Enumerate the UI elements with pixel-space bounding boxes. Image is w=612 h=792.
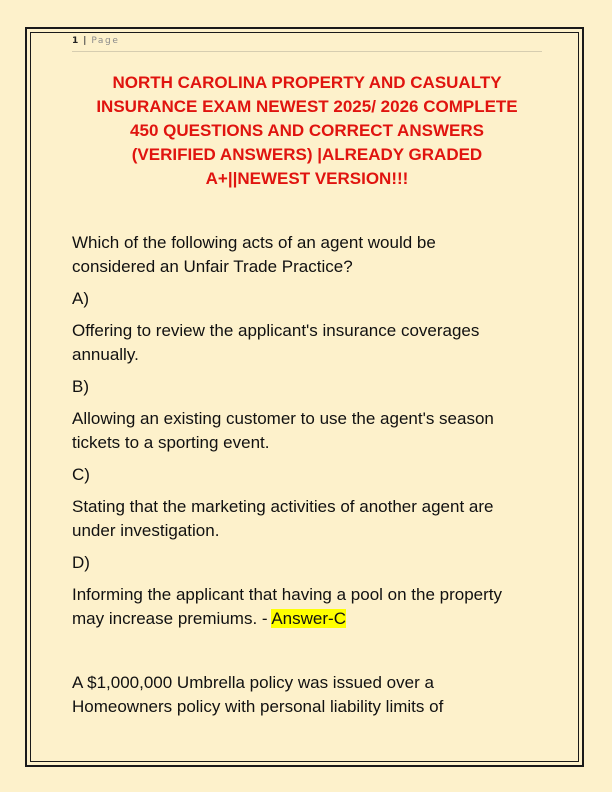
option-a-text	[72, 319, 542, 367]
question-line: A $1,000,000 Umbrella policy was issued over a	[72, 673, 434, 692]
option-line: tickets to a sporting event.	[72, 433, 270, 452]
header-separator: |	[83, 36, 87, 46]
option-d-label: D)	[72, 553, 90, 572]
option-d-text	[72, 583, 542, 631]
question-line: considered an Unfair Trade Practice?	[72, 257, 353, 276]
option-line: Stating that the marketing activities of another agent are	[72, 497, 494, 516]
option-line-prefix: may increase premiums. -	[72, 609, 272, 628]
title-line: 450 QUESTIONS AND CORRECT ANSWERS	[130, 121, 484, 140]
option-line: Allowing an existing customer to use the agent's season	[72, 409, 494, 428]
option-line	[72, 607, 542, 631]
page-word: Page	[91, 36, 120, 46]
option-a-label: A)	[72, 289, 89, 308]
question-line: Which of the following acts of an agent would be	[72, 233, 436, 252]
option-b-label: B)	[72, 377, 89, 396]
title-line: NORTH CAROLINA PROPERTY AND CASUALTY	[112, 73, 502, 92]
page-number: 1	[72, 36, 79, 46]
title-line: A+||NEWEST VERSION!!!	[205, 169, 409, 188]
question-1-text	[72, 231, 542, 279]
option-c-label: C)	[72, 465, 90, 484]
title-line: INSURANCE EXAM NEWEST 2025/ 2026 COMPLETE	[96, 97, 518, 116]
option-line: annually.	[72, 345, 139, 364]
question-line: Homeowners policy with personal liability limits of	[72, 697, 444, 716]
title-line: (VERIFIED ANSWERS) |ALREADY GRADED	[131, 145, 483, 164]
answer-highlight: Answer-C	[271, 609, 346, 628]
option-b-text	[72, 407, 542, 455]
option-line: under investigation.	[72, 521, 220, 540]
option-line: Informing the applicant that having a pool on the property	[72, 585, 503, 604]
document-title	[72, 71, 542, 191]
question-2-text	[72, 671, 542, 719]
option-c-text	[72, 495, 542, 543]
page-header	[72, 36, 542, 52]
option-line: Offering to review the applicant's insurance coverages	[72, 321, 480, 340]
